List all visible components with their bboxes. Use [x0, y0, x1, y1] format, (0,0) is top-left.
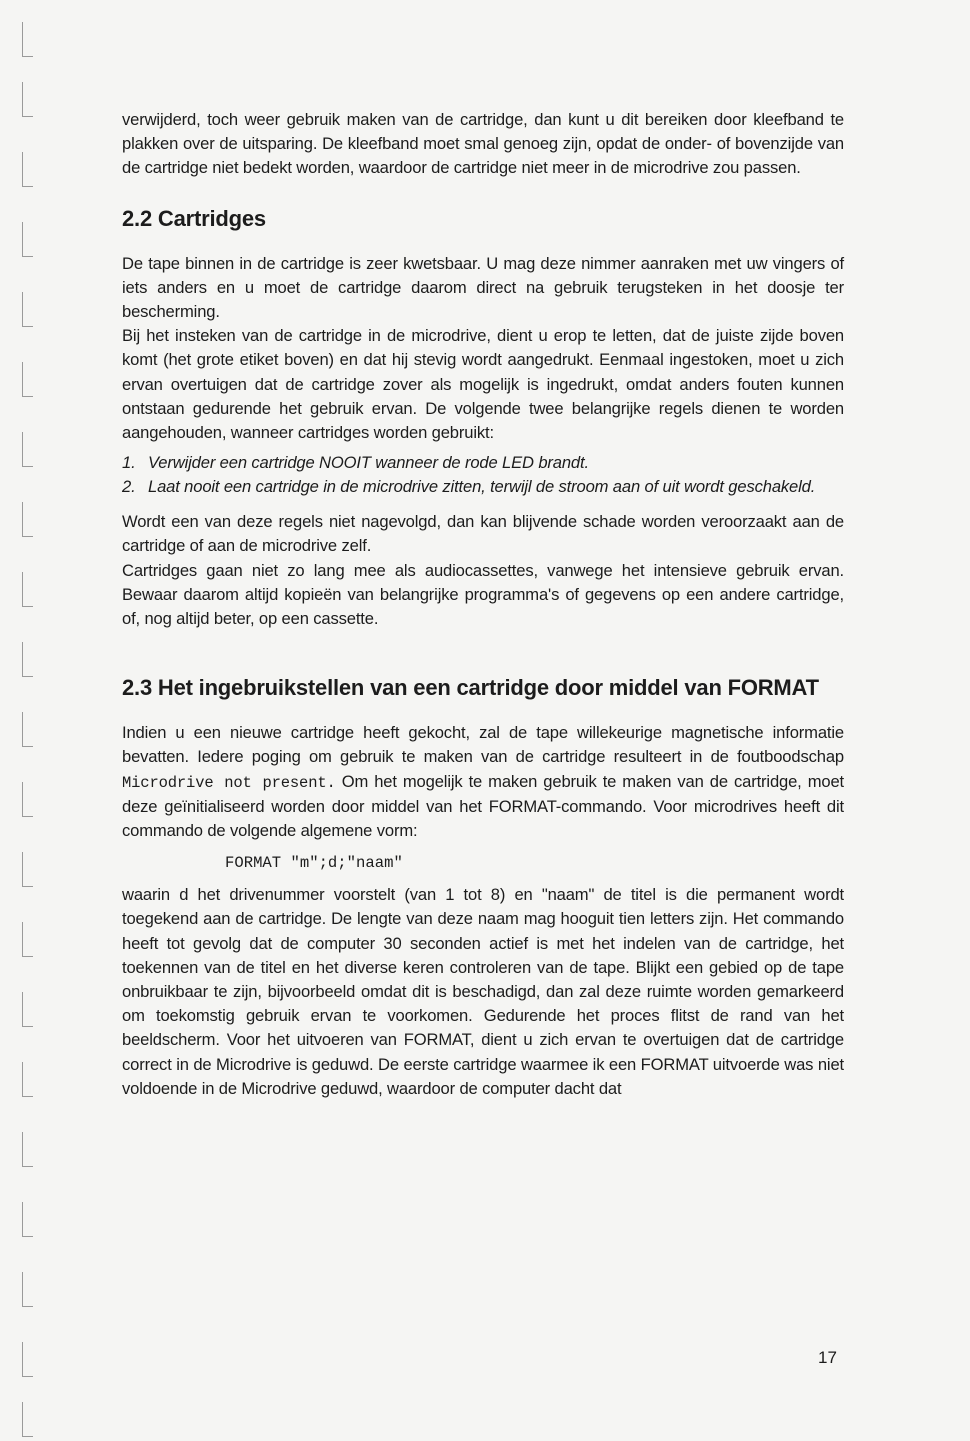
text-run: Om het mogelijk te maken gebruik te maken van de cartridge, moet deze geïnitialiseerd worden door middel van het FORMAT-commando. Voor microdrives heeft dit commando de volgende algemene vorm: — [122, 771, 844, 841]
binding-marks — [14, 0, 44, 1441]
binding-mark — [22, 222, 33, 257]
paragraph — [122, 721, 844, 843]
rule-text: Laat nooit een cartridge in de microdrive zitten, terwijl de stroom aan of uit wordt geschakeld. — [148, 476, 816, 496]
paragraph: De tape binnen in de cartridge is zeer kwetsbaar. U mag deze nimmer aanraken met uw vingers of iets anders en u moet de cartridge daarom direct na gebruik terugsteken in het doosje ter bescherming. — [122, 253, 844, 322]
binding-mark — [22, 852, 33, 887]
binding-mark — [22, 502, 33, 537]
binding-mark — [22, 992, 33, 1027]
rule-item — [122, 451, 844, 475]
paragraph: Cartridges gaan niet zo lang mee als audiocassettes, vanwege het intensieve gebruik ervan. Bewaar daarom altijd kopieën van belangrijke programma's of gegevens op een andere cartridge, of, nog altijd beter, op een cassette. — [122, 560, 844, 629]
rules-list — [122, 451, 844, 498]
binding-mark — [22, 1202, 33, 1237]
rule-number: 2. — [122, 476, 136, 496]
error-message-code: Microdrive not present. — [122, 773, 336, 792]
binding-mark — [22, 1272, 33, 1307]
paragraph: waarin d het drivenummer voorstelt (van 1 tot 8) en "naam" de titel is die permanent wordt toegekend aan de cartridge. De lengte van deze naam mag hooguit tien letters zijn. Het commando heeft tot gevolg dat de computer 30 seconden actief is met het indelen van de cartridge, het toekennen van de titel en het diverse keren controleren van de tape. Blijkt een gebied op de tape onbruikbaar te zijn, bijvoorbeeld omdat dit is beschadigd, dan zal deze ruimte worden gemarkeerd om toekomstig gebruik ervan te voorkomen. Gedurende het proces flitst de rand van het beeldscherm. Voor het uitvoeren van FORMAT, dient u zich ervan te overtuigen dat de cartridge correct in de Microdrive is geduwd. De eerste cartridge waarmee ik een FORMAT uitvoerde was niet voldoende in de Microdrive geduwd, waardoor de computer dacht dat — [122, 885, 844, 1098]
binding-mark — [22, 152, 33, 187]
section-title-format: 2.3 Het ingebruikstellen van een cartridge door middel van FORMAT — [122, 675, 819, 701]
binding-mark — [22, 1062, 33, 1097]
section-title-cartridges: 2.2 Cartridges — [122, 205, 266, 231]
binding-mark — [22, 782, 33, 817]
binding-mark — [22, 432, 33, 467]
binding-mark — [22, 362, 33, 397]
binding-mark — [22, 82, 33, 117]
page-number: 17 — [818, 1348, 837, 1367]
binding-mark — [22, 1402, 33, 1437]
binding-mark — [22, 292, 33, 327]
binding-mark — [22, 712, 33, 747]
format-command-code: FORMAT "m";d;"naam" — [225, 854, 403, 873]
binding-mark — [22, 922, 33, 957]
binding-mark — [22, 1342, 33, 1377]
rule-text: Verwijder een cartridge NOOIT wanneer de rode LED brandt. — [148, 453, 589, 473]
paragraph: Wordt een van deze regels niet nagevolgd, dan kan blijvende schade worden veroorzaakt aan de cartridge of aan de microdrive zelf. — [122, 512, 844, 556]
intro-paragraph: verwijderd, toch weer gebruik maken van de cartridge, dan kunt u dit bereiken door kleefband te plakken over de uitsparing. De kleefband moet smal genoeg zijn, opdat de onder- of bovenzijde van de cartridge niet bedekt worden, waardoor de cartridge niet meer in de microdrive zou passen. — [122, 110, 844, 178]
binding-mark — [22, 572, 33, 607]
text-run: Indien u een nieuwe cartridge heeft gekocht, zal de tape willekeurige magnetische informatie bevatten. Iedere poging om gebruik te maken van de cartridge resulteert in de foutboodschap — [122, 723, 844, 767]
rule-item — [122, 475, 844, 499]
binding-mark — [22, 1132, 33, 1167]
rule-number: 1. — [122, 453, 136, 473]
paragraph: Bij het insteken van de cartridge in de microdrive, dient u erop te letten, dat de juiste zijde boven komt (het grote etiket boven) en dat hij stevig wordt aangedrukt. Eenmaal ingestoken, moet u zich ervan overtuigen dat de cartridge zover als mogelijk is ingedrukt, omdat anders fouten kunnen ontstaan gedurende het gebruik ervan. De volgende twee belangrijke regels dienen te worden aangehouden, wanneer cartridges worden gebruikt: — [122, 326, 844, 443]
binding-mark — [22, 642, 33, 677]
page-body — [122, 108, 844, 1101]
binding-mark — [22, 22, 33, 57]
